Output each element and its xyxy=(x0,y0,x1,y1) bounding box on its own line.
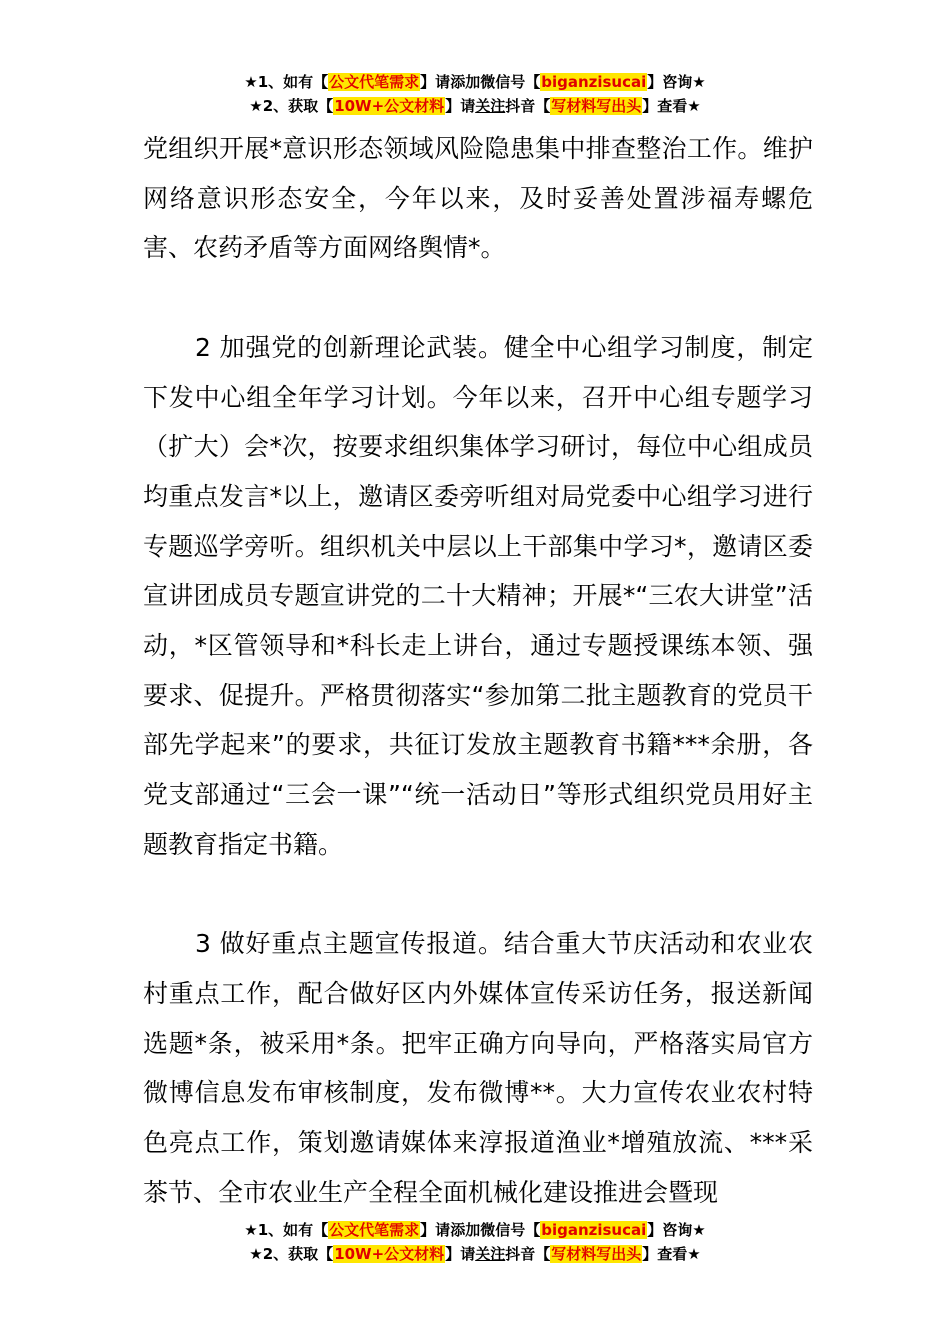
highlight-service: 公文代笔需求 xyxy=(329,73,420,91)
paragraph-theory-study: 2 加强党的创新理论武装。健全中心组学习制度，制定下发中心组全年学习计划。今年以来，召开中心组专题学习（扩大）会*次，按要求组织集体学习研讨，每位中心组成员均重点发言*以上，邀请区委旁听组对局党委中心组学习进行专题巡学旁听。组织机关中层以上干部集中学习*，邀请区委宣讲团成员专题宣讲党的二十大精神；开展*“三农大讲堂”活动，*区管领导和*科长走上讲台，通过专题授课练本领、强要求、促提升。严格贯彻落实“参加第二批主题教育的党员干部先学起来”的要求，共征订发放主题教育书籍***余册，各党支部通过“三会一课”“统一活动日”等形式组织党员用好主题教育指定书籍。 xyxy=(143,332,813,859)
highlight-wechat-id: biganzisucai xyxy=(541,1221,647,1239)
highlight-douyin-account: 写材料写出头 xyxy=(551,97,642,115)
highlight-materials: 10W+公文材料 xyxy=(334,1245,445,1263)
highlight-douyin-account: 写材料写出头 xyxy=(551,1245,642,1263)
paragraph-continuation: 党组织开展*意识形态领域风险隐患集中排查整治工作。维护网络意识形态安全，今年以来，及时妥善处置涉福寿螺危害、农药矛盾等方面网络舆情*。 xyxy=(143,134,813,263)
header-banner xyxy=(0,70,950,118)
highlight-materials: 10W+公文材料 xyxy=(334,97,445,115)
highlight-service: 公文代笔需求 xyxy=(329,1221,420,1239)
banner-line-2: ★2、获取【10W+公文材料】请关注抖音【写材料写出头】查看★ xyxy=(249,1245,701,1263)
document-body xyxy=(143,124,813,1217)
banner-line-2: ★2、获取【10W+公文材料】请关注抖音【写材料写出头】查看★ xyxy=(249,97,701,115)
banner-line-1: ★1、如有【公文代笔需求】请添加微信号【biganzisucai】咨询★ xyxy=(244,1221,706,1239)
banner-line-1: ★1、如有【公文代笔需求】请添加微信号【biganzisucai】咨询★ xyxy=(244,73,706,91)
paragraph-publicity: 3 做好重点主题宣传报道。结合重大节庆活动和农业农村重点工作，配合做好区内外媒体宣传采访任务，报送新闻选题*条，被采用*条。把牢正确方向导向，严格落实局官方微博信息发布审核制度，发布微博**。大力宣传农业农村特色亮点工作，策划邀请媒体来淳报道渔业*增殖放流、***采茶节、全市农业生产全程全面机械化建设推进会暨现 xyxy=(143,929,813,1207)
footer-banner xyxy=(0,1218,950,1266)
highlight-wechat-id: biganzisucai xyxy=(541,73,647,91)
